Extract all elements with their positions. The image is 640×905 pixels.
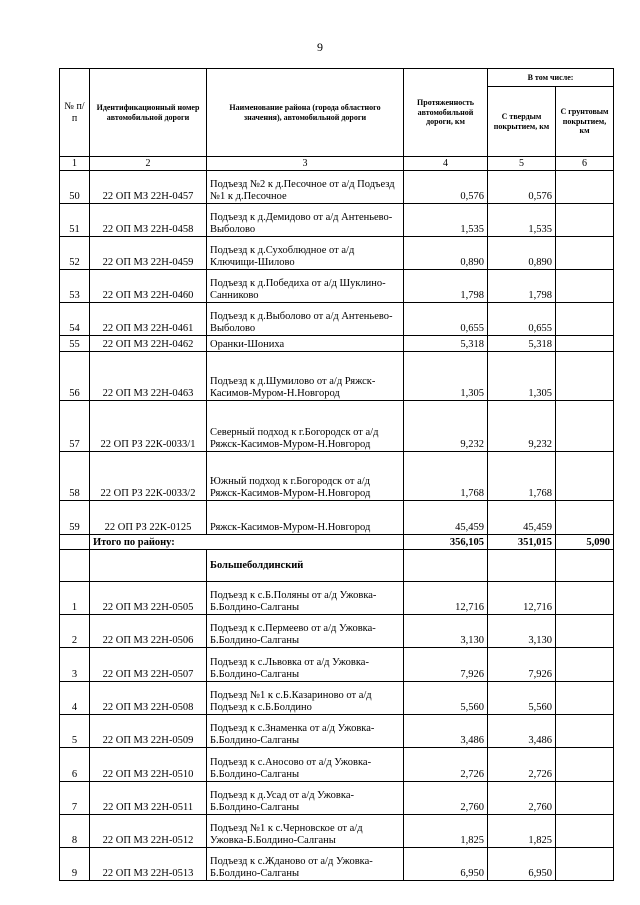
roads-table xyxy=(59,68,614,881)
ground-surface-length xyxy=(556,452,614,501)
road-id: 22 ОП МЗ 22Н-0513 xyxy=(90,848,207,881)
road-length: 45,459 xyxy=(404,501,488,535)
table-row xyxy=(60,303,614,336)
column-number: 5 xyxy=(488,157,556,171)
road-length: 5,560 xyxy=(404,682,488,715)
table-row xyxy=(60,352,614,401)
road-name: Подъезд к д.Демидово от а/д Антеньево-Выболово xyxy=(207,204,404,237)
ground-surface-length xyxy=(556,782,614,815)
row-number: 58 xyxy=(60,452,90,501)
road-id: 22 ОП РЗ 22К-0033/1 xyxy=(90,401,207,452)
column-number: 4 xyxy=(404,157,488,171)
table-row xyxy=(60,237,614,270)
ground-surface-length xyxy=(556,715,614,748)
ground-surface-length xyxy=(556,401,614,452)
ground-surface-length xyxy=(556,336,614,352)
table-row xyxy=(60,270,614,303)
road-name: Подъезд к с.Аносово от а/д Ужовка-Б.Болдино-Салганы xyxy=(207,748,404,782)
column-number: 1 xyxy=(60,157,90,171)
row-number: 3 xyxy=(60,648,90,682)
row-number: 55 xyxy=(60,336,90,352)
road-name: Подъезд к с.Пермеево от а/д Ужовка-Б.Болдино-Салганы xyxy=(207,615,404,648)
header-length: Протяженность автомобильной дороги, км xyxy=(404,69,488,157)
hard-surface-length: 45,459 xyxy=(488,501,556,535)
road-length: 7,926 xyxy=(404,648,488,682)
total-blank xyxy=(60,535,90,550)
ground-surface-length xyxy=(556,270,614,303)
ground-surface-length xyxy=(556,748,614,782)
road-name: Подъезд №1 к с.Черновское от а/д Ужовка-Б.Болдино-Салганы xyxy=(207,815,404,848)
table-row xyxy=(60,782,614,815)
road-name: Подъезд №1 к с.Б.Казариново от а/д Подъезд к с.Б.Болдино xyxy=(207,682,404,715)
hard-surface-length: 0,890 xyxy=(488,237,556,270)
hard-surface-length: 12,716 xyxy=(488,582,556,615)
road-id: 22 ОП МЗ 22Н-0508 xyxy=(90,682,207,715)
table-row xyxy=(60,501,614,535)
road-name: Южный подход к г.Богородск от а/д Ряжск-Касимов-Муром-Н.Новгород xyxy=(207,452,404,501)
hard-surface-length: 7,926 xyxy=(488,648,556,682)
table-row xyxy=(60,815,614,848)
road-id: 22 ОП МЗ 22Н-0459 xyxy=(90,237,207,270)
ground-surface-length xyxy=(556,204,614,237)
ground-surface-length xyxy=(556,648,614,682)
table-body xyxy=(60,157,614,881)
district-blank xyxy=(90,550,207,582)
road-name: Подъезд к д.Сухоблюдное от а/д Ключищи-Шилово xyxy=(207,237,404,270)
road-id: 22 ОП МЗ 22Н-0462 xyxy=(90,336,207,352)
road-length: 2,760 xyxy=(404,782,488,815)
road-id: 22 ОП МЗ 22Н-0509 xyxy=(90,715,207,748)
ground-surface-length xyxy=(556,615,614,648)
road-id: 22 ОП МЗ 22Н-0461 xyxy=(90,303,207,336)
district-blank xyxy=(60,550,90,582)
road-length: 1,768 xyxy=(404,452,488,501)
row-number: 1 xyxy=(60,582,90,615)
table-row xyxy=(60,582,614,615)
road-name: Северный подход к г.Богородск от а/д Ряжск-Касимов-Муром-Н.Новгород xyxy=(207,401,404,452)
road-id: 22 ОП МЗ 22Н-0507 xyxy=(90,648,207,682)
district-blank xyxy=(404,550,488,582)
road-length: 3,130 xyxy=(404,615,488,648)
column-number-row xyxy=(60,157,614,171)
hard-surface-length: 3,130 xyxy=(488,615,556,648)
ground-surface-length xyxy=(556,237,614,270)
total-ground: 5,090 xyxy=(556,535,614,550)
column-number: 2 xyxy=(90,157,207,171)
row-number: 50 xyxy=(60,171,90,204)
hard-surface-length: 1,305 xyxy=(488,352,556,401)
hard-surface-length: 9,232 xyxy=(488,401,556,452)
ground-surface-length xyxy=(556,582,614,615)
row-number: 56 xyxy=(60,352,90,401)
hard-surface-length: 1,825 xyxy=(488,815,556,848)
column-number: 3 xyxy=(207,157,404,171)
road-length: 1,798 xyxy=(404,270,488,303)
row-number: 7 xyxy=(60,782,90,815)
road-id: 22 ОП МЗ 22Н-0511 xyxy=(90,782,207,815)
road-id: 22 ОП МЗ 22Н-0506 xyxy=(90,615,207,648)
header-including: В том числе: xyxy=(488,69,614,87)
road-name: Подъезд к д.Выболово от а/д Антеньево-Выболово xyxy=(207,303,404,336)
road-id: 22 ОП МЗ 22Н-0512 xyxy=(90,815,207,848)
hard-surface-length: 0,655 xyxy=(488,303,556,336)
ground-surface-length xyxy=(556,501,614,535)
road-name: Подъезд к д.Победиха от а/д Шуклино-Санниково xyxy=(207,270,404,303)
table-row xyxy=(60,204,614,237)
ground-surface-length xyxy=(556,848,614,881)
header-id: Идентификационный номер автомобильной дороги xyxy=(90,69,207,157)
row-number: 2 xyxy=(60,615,90,648)
table-row xyxy=(60,748,614,782)
ground-surface-length xyxy=(556,303,614,336)
road-length: 1,535 xyxy=(404,204,488,237)
row-number: 59 xyxy=(60,501,90,535)
total-length: 356,105 xyxy=(404,535,488,550)
table-row xyxy=(60,848,614,881)
row-number: 6 xyxy=(60,748,90,782)
total-hard: 351,015 xyxy=(488,535,556,550)
road-length: 9,232 xyxy=(404,401,488,452)
road-id: 22 ОП РЗ 22К-0033/2 xyxy=(90,452,207,501)
ground-surface-length xyxy=(556,352,614,401)
district-name: Большеболдинский xyxy=(207,550,404,582)
row-number: 9 xyxy=(60,848,90,881)
row-number: 4 xyxy=(60,682,90,715)
table-row xyxy=(60,336,614,352)
total-row xyxy=(60,535,614,550)
road-name: Ряжск-Касимов-Муром-Н.Новгород xyxy=(207,501,404,535)
ground-surface-length xyxy=(556,815,614,848)
page-number: 9 xyxy=(317,40,323,54)
road-id: 22 ОП МЗ 22Н-0458 xyxy=(90,204,207,237)
road-name: Подъезд к д.Шумилово от а/д Ряжск-Касимов-Муром-Н.Новгород xyxy=(207,352,404,401)
road-name: Подъезд к с.Жданово от а/д Ужовка-Б.Болдино-Салганы xyxy=(207,848,404,881)
table-row xyxy=(60,615,614,648)
road-length: 5,318 xyxy=(404,336,488,352)
road-name: Подъезд №2 к д.Песочное от а/д Подъезд №1 к д.Песочное xyxy=(207,171,404,204)
row-number: 57 xyxy=(60,401,90,452)
hard-surface-length: 0,576 xyxy=(488,171,556,204)
header-no: № п/п xyxy=(60,69,90,157)
hard-surface-length: 6,950 xyxy=(488,848,556,881)
road-name: Подъезд к с.Львовка от а/д Ужовка-Б.Болдино-Салганы xyxy=(207,648,404,682)
row-number: 5 xyxy=(60,715,90,748)
row-number: 53 xyxy=(60,270,90,303)
district-blank xyxy=(556,550,614,582)
table-row xyxy=(60,682,614,715)
table-row xyxy=(60,715,614,748)
table-row xyxy=(60,171,614,204)
hard-surface-length: 3,486 xyxy=(488,715,556,748)
road-id: 22 ОП МЗ 22Н-0460 xyxy=(90,270,207,303)
ground-surface-length xyxy=(556,682,614,715)
road-length: 1,825 xyxy=(404,815,488,848)
hard-surface-length: 5,560 xyxy=(488,682,556,715)
road-id: 22 ОП РЗ 22К-0125 xyxy=(90,501,207,535)
road-id: 22 ОП МЗ 22Н-0505 xyxy=(90,582,207,615)
hard-surface-length: 2,760 xyxy=(488,782,556,815)
road-id: 22 ОП МЗ 22Н-0457 xyxy=(90,171,207,204)
road-length: 6,950 xyxy=(404,848,488,881)
road-length: 0,655 xyxy=(404,303,488,336)
hard-surface-length: 1,768 xyxy=(488,452,556,501)
road-length: 3,486 xyxy=(404,715,488,748)
hard-surface-length: 5,318 xyxy=(488,336,556,352)
total-label: Итого по району: xyxy=(90,535,404,550)
table-row xyxy=(60,648,614,682)
row-number: 52 xyxy=(60,237,90,270)
header-hard: С твердым покрытием, км xyxy=(488,87,556,157)
road-length: 12,716 xyxy=(404,582,488,615)
column-number: 6 xyxy=(556,157,614,171)
district-blank xyxy=(488,550,556,582)
table-row xyxy=(60,401,614,452)
road-length: 2,726 xyxy=(404,748,488,782)
district-row xyxy=(60,550,614,582)
hard-surface-length: 1,535 xyxy=(488,204,556,237)
hard-surface-length: 1,798 xyxy=(488,270,556,303)
row-number: 51 xyxy=(60,204,90,237)
road-length: 0,890 xyxy=(404,237,488,270)
road-name: Оранки-Шониха xyxy=(207,336,404,352)
row-number: 54 xyxy=(60,303,90,336)
table-row xyxy=(60,452,614,501)
road-name: Подъезд к с.Знаменка от а/д Ужовка-Б.Болдино-Салганы xyxy=(207,715,404,748)
road-id: 22 ОП МЗ 22Н-0510 xyxy=(90,748,207,782)
road-length: 0,576 xyxy=(404,171,488,204)
road-name: Подъезд к с.Б.Поляны от а/д Ужовка-Б.Болдино-Салганы xyxy=(207,582,404,615)
road-name: Подъезд к д.Усад от а/д Ужовка-Б.Болдино-Салганы xyxy=(207,782,404,815)
ground-surface-length xyxy=(556,171,614,204)
hard-surface-length: 2,726 xyxy=(488,748,556,782)
header-ground: С грунтовым покрытием, км xyxy=(556,87,614,157)
road-length: 1,305 xyxy=(404,352,488,401)
header-name: Наименование района (города областного значения), автомобильной дороги xyxy=(207,69,404,157)
road-id: 22 ОП МЗ 22Н-0463 xyxy=(90,352,207,401)
row-number: 8 xyxy=(60,815,90,848)
